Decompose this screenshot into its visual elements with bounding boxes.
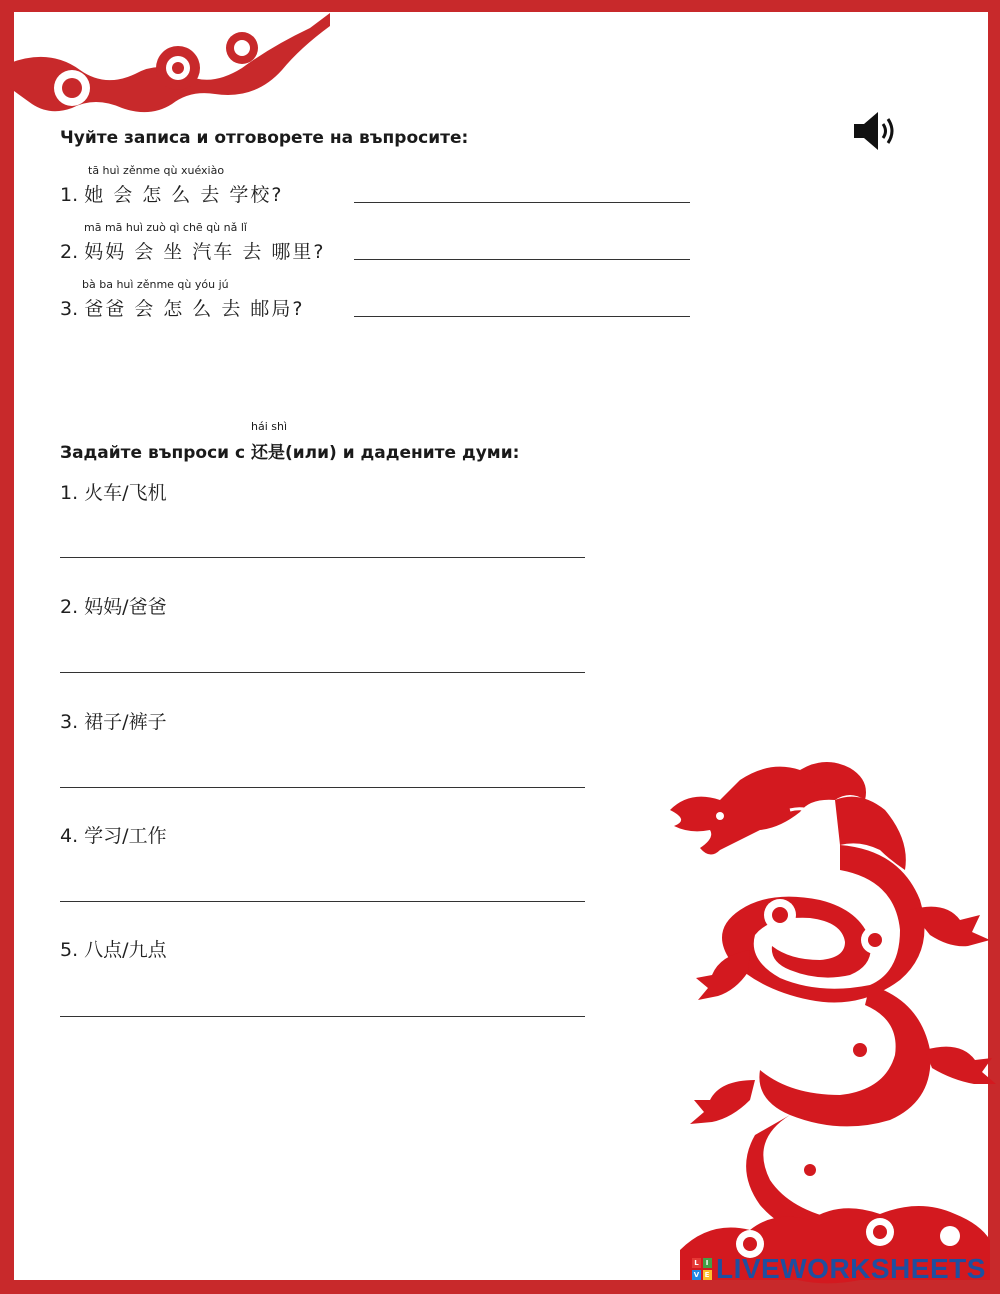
- question-2-text: 妈妈 会 坐 汽车 去 哪里?: [84, 241, 326, 263]
- question-3-number: 3.: [60, 298, 79, 320]
- question-3-pinyin: bà ba huì zěnme qù yóu jú: [82, 278, 229, 291]
- haishi-characters: 还是: [251, 443, 285, 463]
- question-1-pinyin: tā huì zěnme qù xuéxiào: [88, 164, 225, 177]
- question-3: [60, 278, 305, 321]
- word-pair-1: 1. 火车/飞机: [60, 482, 167, 504]
- word-pair-5: 5. 八点/九点: [60, 939, 167, 961]
- write-field-5[interactable]: [60, 1016, 585, 1017]
- cloud-ornament-icon: [10, 8, 330, 118]
- heading-suffix: (или) и дадените думи:: [285, 443, 520, 463]
- answer-field-2[interactable]: [354, 259, 690, 260]
- haishi-ruby: [251, 420, 288, 463]
- question-2-number: 2.: [60, 241, 79, 263]
- heading-prefix: Задайте въпроси с: [60, 443, 251, 463]
- liveworksheets-brand[interactable]: [692, 1254, 986, 1284]
- frame-left-border: [0, 0, 14, 1294]
- question-1-text: 她 会 怎 么 去 学校?: [84, 184, 284, 206]
- answer-field-1[interactable]: [354, 202, 690, 203]
- answer-field-3[interactable]: [354, 316, 690, 317]
- liveworksheets-wordmark: LIVEWORKSHEETS: [716, 1253, 986, 1284]
- write-field-1[interactable]: [60, 557, 585, 558]
- write-field-3[interactable]: [60, 787, 585, 788]
- question-writing-heading: [60, 420, 520, 463]
- listening-heading: Чуйте записа и отговорете на въпросите:: [60, 128, 469, 148]
- word-pair-2: 2. 妈妈/爸爸: [60, 596, 167, 618]
- haishi-pinyin: hái shì: [251, 420, 288, 433]
- liveworksheets-logo-icon: L I V E: [692, 1258, 712, 1280]
- write-field-2[interactable]: [60, 672, 585, 673]
- word-pair-4: 4. 学习/工作: [60, 825, 167, 847]
- question-1: [60, 164, 284, 207]
- question-2-pinyin: mā mā huì zuò qì chē qù nǎ lǐ: [84, 221, 247, 234]
- question-2: [60, 221, 326, 264]
- write-field-4[interactable]: [60, 901, 585, 902]
- word-pair-3: 3. 裙子/裤子: [60, 711, 167, 733]
- speaker-icon[interactable]: [852, 110, 898, 152]
- question-3-text: 爸爸 会 怎 么 去 邮局?: [84, 298, 305, 320]
- question-1-number: 1.: [60, 184, 79, 206]
